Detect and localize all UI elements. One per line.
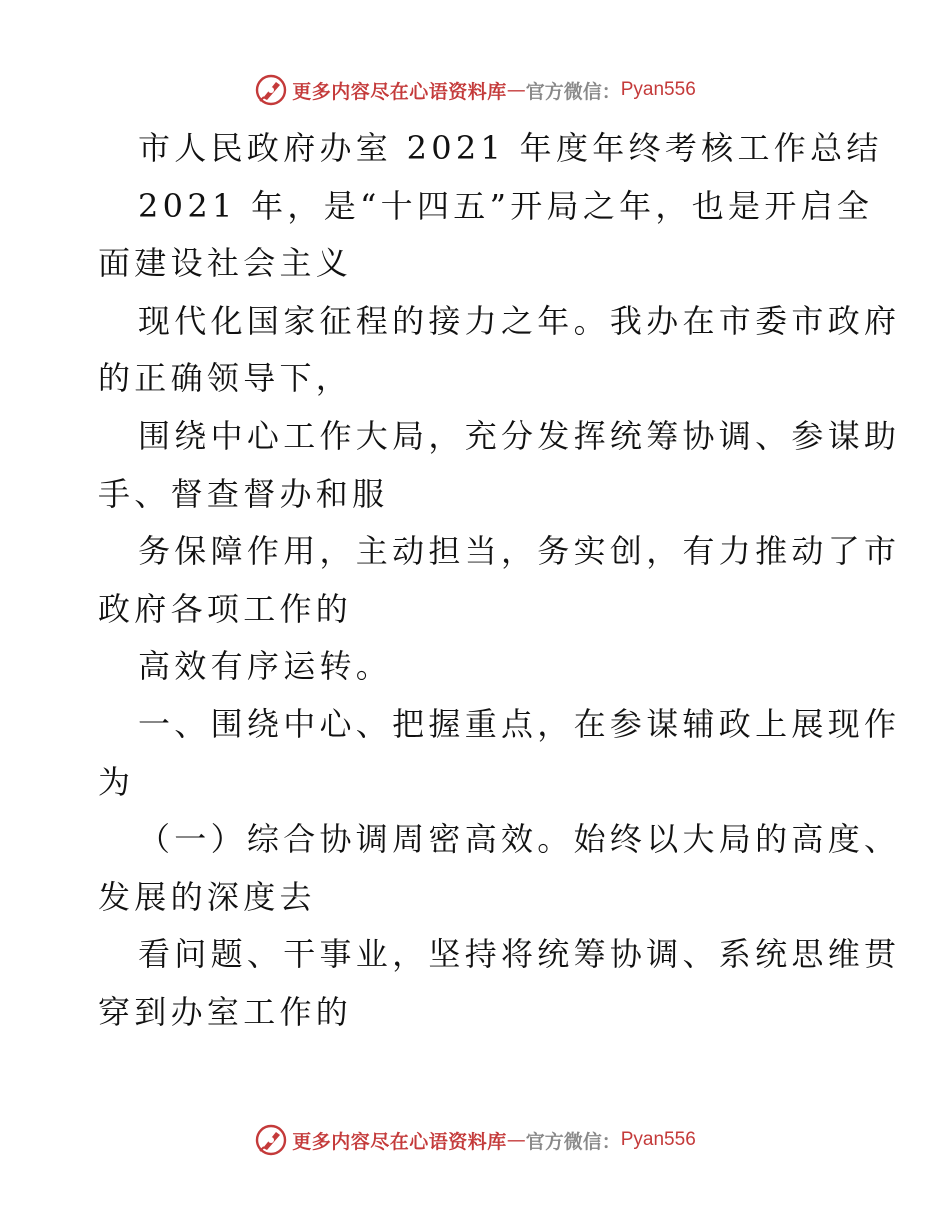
- paragraph-line: 现代化国家征程的接力之年。我办在市委市政府: [138, 301, 901, 340]
- document-body: [98, 120, 901, 1042]
- feather-pen-circle-icon: [254, 73, 288, 107]
- feather-pen-circle-icon: [254, 1123, 288, 1157]
- paragraph-line: 务保障作用，主动担当，务实创，有力推动了市: [138, 532, 901, 571]
- paragraph-line: 穿到办室工作的: [98, 992, 353, 1031]
- footer-watermark: [0, 1120, 950, 1160]
- watermark-suffix: 官方微信：: [525, 80, 621, 103]
- watermark-separator: —: [506, 79, 526, 101]
- section-heading: 一、围绕中心、把握重点，在参谋辅政上展现作: [138, 704, 901, 743]
- paragraph-line: 看问题、干事业，坚持将统筹协调、系统思维贯: [138, 935, 901, 974]
- subsection-heading: （一）综合协调周密高效。始终以大局的高度、: [138, 820, 901, 859]
- watermark-wechat-id: Pyan556: [620, 1129, 696, 1150]
- paragraph-line: 发展的深度去: [98, 877, 316, 916]
- section-heading-continuation: 为: [98, 762, 135, 801]
- paragraph-line: 的正确领导下，: [98, 359, 353, 398]
- paragraph-line: 围绕中心工作大局，充分发挥统筹协调、参谋助: [138, 416, 901, 455]
- paragraph-line: 高效有序运转。: [138, 647, 393, 686]
- watermark-suffix: 官方微信：: [525, 1130, 621, 1153]
- watermark-main-text: 更多内容尽在心语资料库: [292, 80, 507, 103]
- watermark-separator: —: [506, 1129, 526, 1151]
- paragraph-line: 手、督查督办和服: [98, 474, 389, 513]
- document-title: 市人民政府办室 2021 年度年终考核工作总结: [138, 129, 883, 167]
- watermark-wechat-id: Pyan556: [620, 79, 696, 100]
- header-watermark: [0, 70, 950, 110]
- paragraph-line: 2021 年，是“十四五”开局之年，也是开启全: [138, 186, 874, 225]
- paragraph-line: 面建设社会主义: [98, 244, 353, 283]
- watermark-main-text: 更多内容尽在心语资料库: [292, 1130, 507, 1153]
- paragraph-line: 政府各项工作的: [98, 589, 353, 628]
